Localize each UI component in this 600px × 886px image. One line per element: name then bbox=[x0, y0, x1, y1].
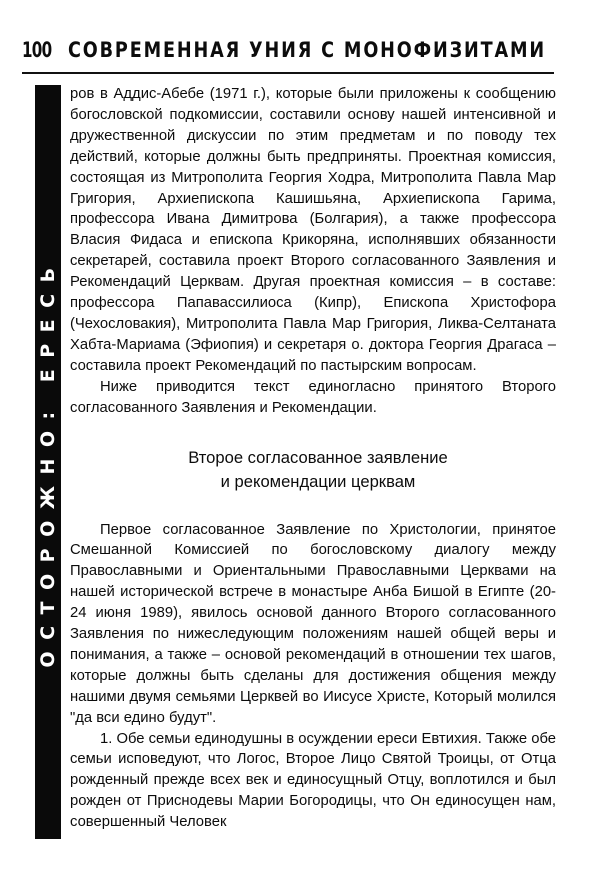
paragraph-intro: Ниже приводится текст единогласно принятого Второго согласованного Заявления и Рекомендации. bbox=[70, 378, 556, 416]
side-label: ОСТОРОЖНО: ЕРЕСЬ bbox=[37, 256, 59, 668]
paragraph-point-1: 1. Обе семьи единодушны в осуждении ереси Евтихия. Также обе семьи исповедуют, что Логос, Второе Лицо Святой Троицы, от Отца рожденный прежде всех век и единосущный Отцу, воплотился и был рожден от Приснодевы Марии Богородицы, что Он единосущен нам, совершенный Человек bbox=[70, 730, 556, 831]
section-heading bbox=[80, 446, 556, 494]
paragraph-statement: Первое согласованное Заявление по Христологии, принятое Смешанной Комиссией по богословскому диалогу между Православными и Ориентальными Православными Церквами на нашей исторической встрече в монастыре Анба Бишой в Египте (20-24 июня 1989), явилось основой данного Второго согласованного Заявления по нижеследующим положениям нашей общей веры и понимания, а также – основой рекомендаций в отношении тех шагов, которые должны быть сделаны для достижения общения между нашими двумя семьями Церквей во Иисусе Христе, Который молился "да вси едино будут". bbox=[70, 521, 556, 726]
page-number: 100 bbox=[22, 38, 52, 62]
header-rule bbox=[22, 72, 554, 74]
paragraph-continuation: ров в Аддис-Абебе (1971 г.), которые были приложены к сообщению богословской подкомиссии, составили основу нашей интенсивной и дружественной дискуссии по этим предметам и по поводу тех действий, которые должны быть предприняты. Проектная комиссия, состоящая из Митрополита Георгия Ходра, Митрополита Павла Мар Григория, Архиепископа Кашишьяна, Архиепископа Гарима, профессора Ивана Димитрова (Болгария), а также профессора Власия Фидаса и епископа Крикоряна, исполнявших обязанности секретарей, составила проект Второго согласованного Заявления и Рекомендаций Церквам. Другая проектная комиссия – в составе: профессора Папавассилиоса (Кипр), Епископа Христофора (Чехословакия), Митрополита Павла Мар Григория, Ликва-Селтаната Хабта-Мариама (Эфиопия) и секретаря о. доктора Георгия Драгаса – составила проект Рекомендаций по пастырским вопросам. bbox=[70, 86, 556, 374]
running-title: СОВРЕМЕННАЯ УНИЯ С МОНОФИЗИТАМИ bbox=[68, 38, 546, 62]
page-header bbox=[22, 30, 562, 70]
body-text bbox=[70, 84, 556, 833]
section-heading-line-1: Второе согласованное заявление bbox=[188, 447, 448, 467]
section-heading-line-2: и рекомендации церквам bbox=[220, 471, 416, 491]
